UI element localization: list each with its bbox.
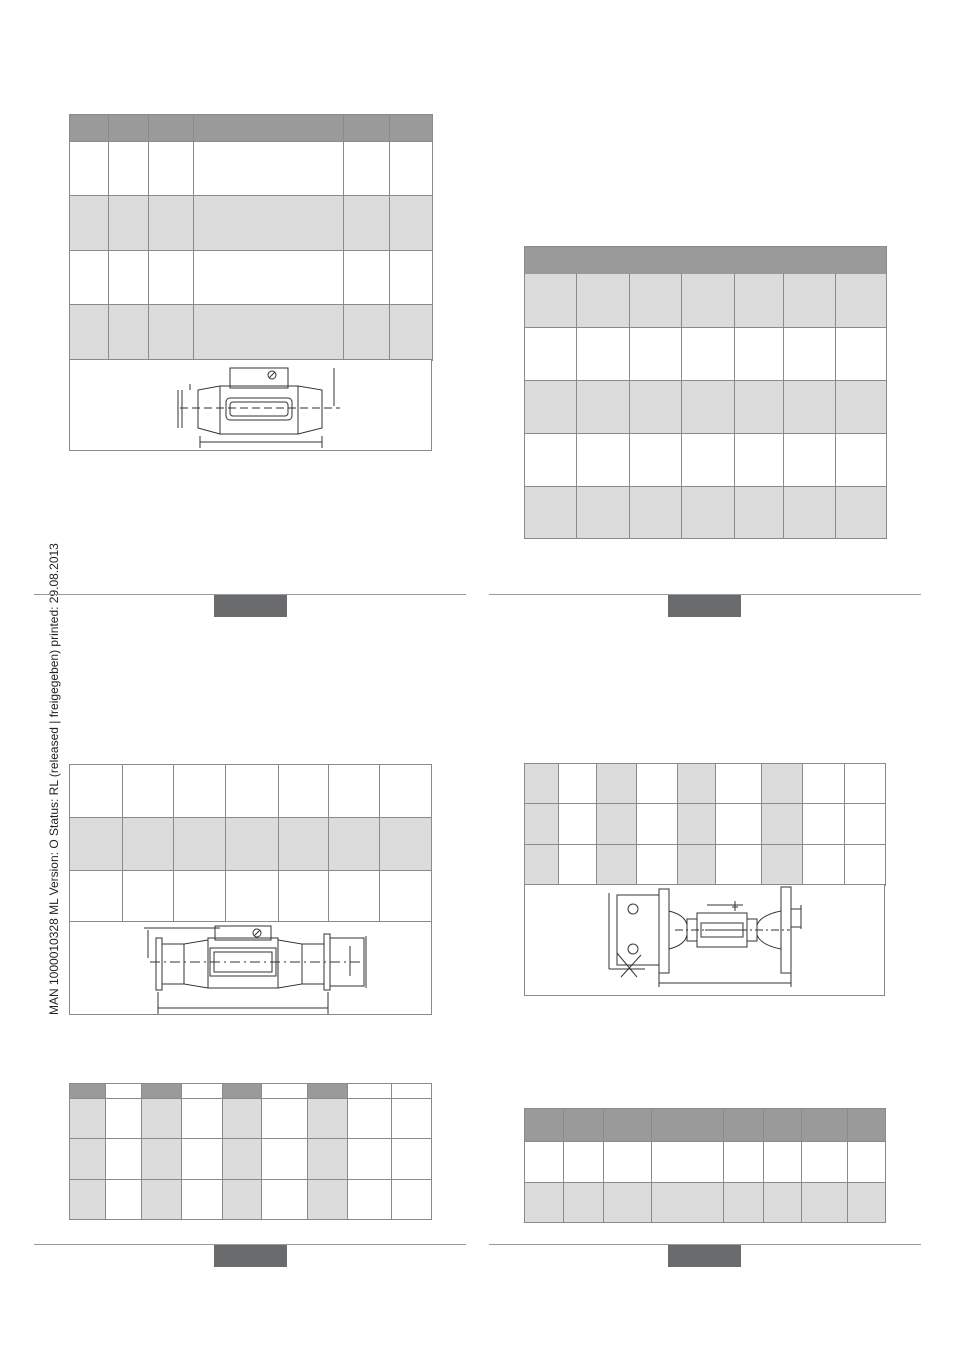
page-tab-marker [214, 595, 287, 617]
page-tab-marker [668, 595, 741, 617]
clamp-fitting-figure [69, 921, 432, 1015]
dimension-table-middle-right [524, 763, 886, 886]
flange-fitting-figure [524, 884, 885, 996]
pipe-union-drawing-icon [70, 360, 433, 452]
flanged-pipe-drawing-icon [525, 885, 886, 997]
dimension-table-top-right [524, 246, 887, 539]
threaded-fitting-figure [69, 359, 432, 451]
dimension-table-bottom-left [69, 1083, 432, 1220]
page-tab-marker [668, 1245, 741, 1267]
dimension-table-top-left [69, 114, 433, 361]
document-status-note: MAN 1000010328 ML Version: O Status: RL (released | freigegeben) printed: 29.08.2013 [47, 543, 61, 1015]
pipe-union-drawing-icon [70, 922, 433, 1016]
dimension-table-bottom-right [524, 1108, 886, 1223]
page-tab-marker [214, 1245, 287, 1267]
dimension-table-middle-left [69, 764, 432, 923]
